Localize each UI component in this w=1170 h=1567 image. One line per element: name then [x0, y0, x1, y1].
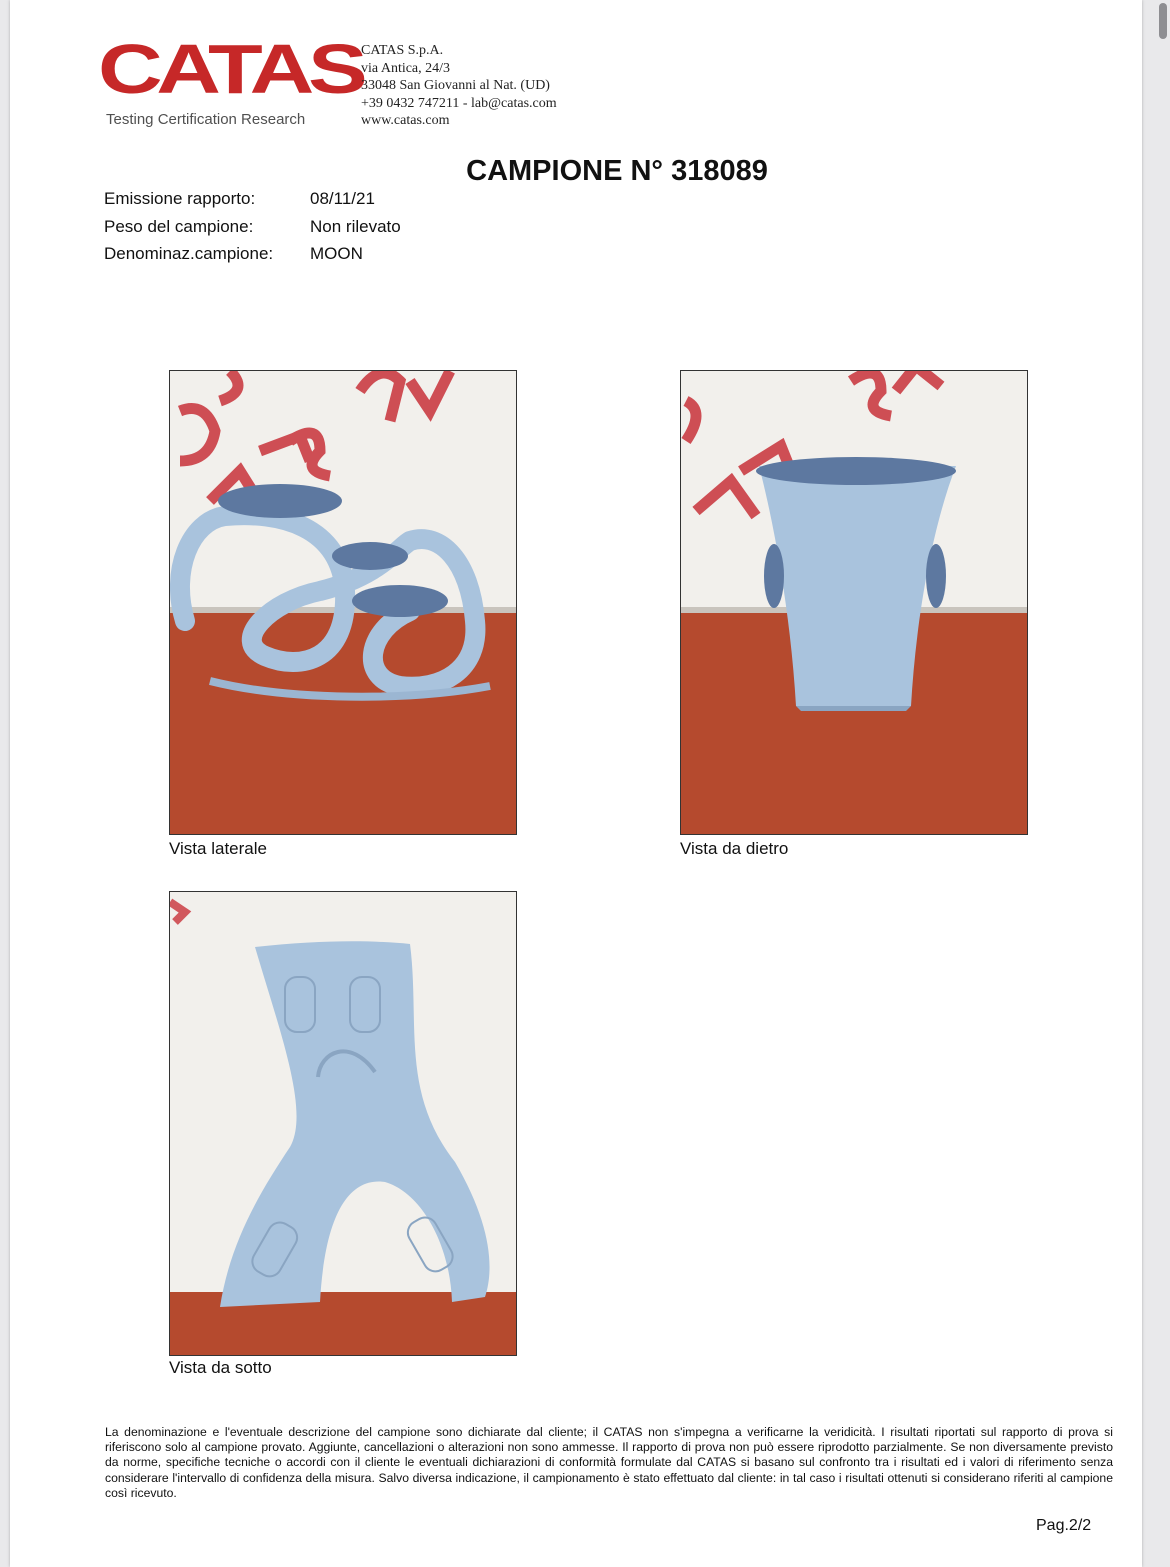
scrollbar-thumb[interactable]: [1159, 3, 1167, 39]
logo-tagline: Testing Certification Research: [106, 111, 306, 128]
company-website: www.catas.com: [361, 113, 450, 128]
meta-value: MOON: [310, 244, 363, 263]
photo-back-view: [680, 370, 1028, 835]
photo-bottom-view: [169, 891, 517, 1356]
legal-disclaimer: La denominazione e l'eventuale descrizione del campione sono dichiarate dal cliente; il CATAS non s'impegna a verificarne la veridicità. I risultati riportati sul rapporto di prova si riferiscono solo al campione provato. Aggiunte, cancellazioni o alterazioni non sono ammesse. Il rapporto di prova non può essere riprodotto parzialmente. Se non diversamente previsto da norme, specifiche tecniche o accordi con il cliente le eventuali dichiarazioni di conformità formulate dal CATAS si basano sul confronto tra i risultati ed i valori di riferimento senza considerare l'intervallo di confidenza della misura. Salvo diversa indicazione, il campionamento è stato effettuato dal cliente: in tal caso i risultati ottenuti si considerano riferiti al campione così ricevuto.: [105, 1425, 1113, 1500]
page-number: Pag.2/2: [1036, 1517, 1092, 1534]
logo-wordmark: CATAS: [98, 30, 362, 108]
company-name: CATAS S.p.A.: [361, 43, 444, 58]
sample-title: CAMPIONE N° 318089: [466, 155, 768, 187]
meta-row-name: [104, 244, 401, 272]
caption-bottom-view: Vista da sotto: [169, 1358, 272, 1377]
sample-metadata: [104, 189, 401, 272]
catas-logo: [94, 30, 362, 132]
meta-label: Peso del campione:: [104, 216, 254, 236]
meta-value: 08/11/21: [310, 189, 375, 208]
meta-label: Emissione rapporto:: [104, 189, 256, 208]
meta-row-emission: [104, 189, 401, 217]
company-address: [361, 42, 557, 130]
meta-label: Denominaz.campione:: [104, 244, 274, 263]
company-contacts: +39 0432 747211 - lab@catas.com: [361, 95, 557, 111]
caption-side-view: Vista laterale: [169, 839, 267, 858]
company-city: 33048 San Giovanni al Nat. (UD): [361, 78, 550, 93]
meta-value: Non rilevato: [310, 216, 401, 236]
photo-side-view: [169, 370, 517, 835]
report-page: [10, 0, 1142, 1567]
caption-back-view: Vista da dietro: [680, 839, 789, 858]
company-street: via Antica, 24/3: [361, 60, 451, 76]
meta-row-weight: [104, 217, 401, 245]
vertical-scrollbar[interactable]: [1159, 3, 1167, 1564]
